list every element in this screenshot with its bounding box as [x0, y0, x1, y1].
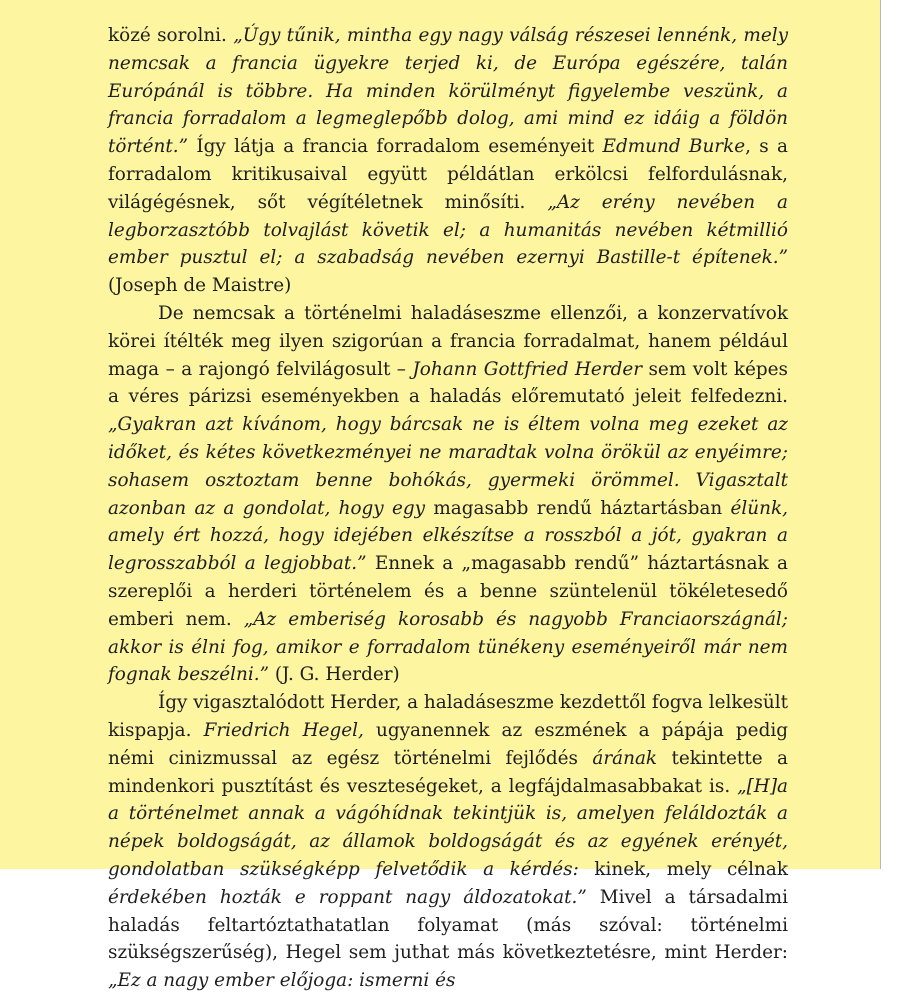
- italic-quote-text: „Az emberiség korosabb és nagyobb Franciaországnál; akkor is élni fog, amikor e forradalom tünékeny eseményeiről már nem fognak beszélni.”: [108, 608, 789, 686]
- body-text: (J. G. Herder): [268, 664, 400, 686]
- body-text: Mivel a társadalmi haladás feltartóztathatatlan folyamat (más szóval: történelmi szükségszerűség), Hegel sem juthat más következtetésre, mint Herder:: [108, 886, 788, 964]
- italic-quote-text: Edmund Burke: [602, 136, 746, 158]
- italic-quote-text: Johann Gottfried Herder: [412, 358, 643, 380]
- document-body: [108, 22, 788, 995]
- body-text: De nemcsak a történelmi haladáseszme ellenzői, a konzervatívok körei ítélték meg ilyen szigorúan a francia forradalmat, hanem például maga – a rajongó felvilágosult –: [108, 302, 788, 380]
- italic-quote-text: érdekében hozták e roppant nagy áldozatokat.”: [108, 886, 587, 908]
- body-text: magasabb rendű háztartásban: [425, 497, 731, 519]
- paragraph-1: [108, 22, 788, 300]
- italic-quote-text: „[H]a a történelmet annak a vágóhídnak tekintjük is, amelyen feláldozták a népek boldogságát, az államok boldogságát és az egyének erényét, gondolatban szükségképp felvetődik a kérdés:: [108, 775, 788, 880]
- window-margin: [881, 0, 911, 869]
- body-text: tekintette a mindenkori pusztítást és veszteségeket, a legfájdalmasabbakat is.: [108, 747, 788, 797]
- body-text: (Joseph de Maistre): [108, 275, 292, 297]
- body-text: sem volt képes a véres párizsi eseményekben a haladás előremutató jeleit felfedezni.: [108, 358, 788, 408]
- body-text: ugyanennek az eszmének a pápája pedig némi cinizmussal az egész történelmi fejlődés: [108, 719, 788, 769]
- italic-quote-text: „Gyakran azt kívánom, hogy bárcsak ne is éltem volna meg ezeket az időket, és kétes következményei ne maradtak volna örökül az enyéimre; sohasem osztoztam benne bohókás, gyermeki örömmel. Vigasztalt azonban az a gondolat, hogy egy: [108, 414, 788, 519]
- italic-quote-text: élünk, amely ért hozzá, hogy idejében elkészítse a rosszból a jót, gyakran a legrosszabból a legjobbat.”: [108, 497, 788, 575]
- italic-quote-text: árának: [592, 747, 658, 769]
- italic-quote-text: „Úgy tűnik, mintha egy nagy válság részesei lennénk, mely nemcsak a francia ügyekre terjed ki, de Európa egészére, talán Európánál is többre. Ha minden körülményt figyelembe veszünk, a francia forradalom a legmeglepőbb dolog, ami mind ez idáig a földön történt.”: [108, 25, 789, 158]
- body-text: Így látja a francia forradalom eseményeit: [188, 136, 603, 158]
- paragraph-3: [108, 689, 788, 995]
- body-text: Így vigasztalódott Herder, a haladáseszme kezdettől fogva lelkesült kispapja.: [108, 692, 788, 741]
- body-text: közé sorolni.: [108, 25, 234, 46]
- body-text: kinek, mely célnak: [578, 858, 788, 880]
- italic-quote-text: Friedrich Hegel,: [203, 719, 364, 741]
- body-text: , s a forradalom kritikusaival együtt példátlan erkölcsi felfordulásnak, világégésnek, sőt végítéletnek minősíti.: [108, 136, 788, 213]
- italic-quote-text: „Ez a nagy ember előjoga: ismerni és: [108, 970, 456, 992]
- body-text: Ennek a „magasabb rendű” háztartásnak a szereplői a herderi történelem és a benne szüntelenül tökéletesedő emberi nem.: [108, 553, 789, 630]
- paragraph-2: [108, 300, 788, 689]
- italic-quote-text: „Az erény nevében a legborzasztóbb tolvajlást követik el; a humanitás nevében kétmillió ember pusztul el; a szabadság nevében ezernyi Bastille-t építenek.”: [108, 191, 789, 269]
